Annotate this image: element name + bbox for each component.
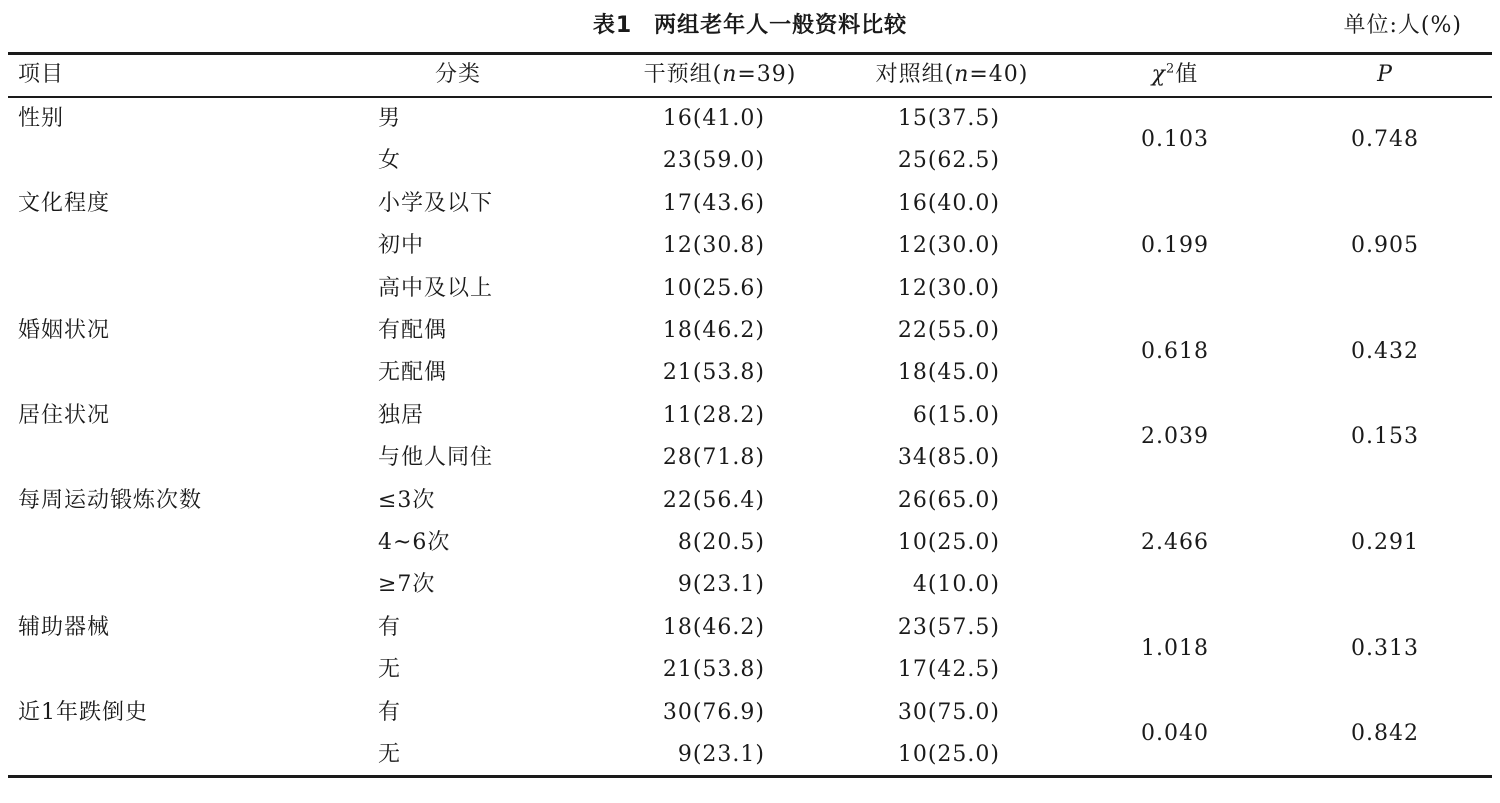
header-intervention-n: n — [722, 62, 738, 87]
group-item-label: 文化程度 — [18, 190, 111, 216]
group-item-label: 辅助器械 — [18, 614, 111, 640]
row-intervention-value: 8(20.5) — [677, 530, 765, 555]
group-chi-square-value: 2.466 — [1141, 530, 1209, 555]
row-category: 无 — [378, 657, 402, 683]
row-control-value: 15(37.5) — [897, 106, 1000, 131]
group-p-value: 0.153 — [1351, 424, 1419, 449]
top-rule — [8, 52, 1492, 55]
row-intervention-value: 16(41.0) — [662, 106, 765, 131]
row-category: 男 — [378, 106, 402, 131]
row-control-value: 22(55.0) — [897, 318, 1000, 343]
row-intervention-value: 23(59.0) — [662, 148, 765, 174]
row-control-value: 26(65.0) — [897, 487, 1000, 513]
header-intervention — [620, 60, 820, 90]
row-category: ≥7次 — [378, 572, 436, 598]
row-control-value: 34(85.0) — [897, 445, 1000, 471]
row-control-value: 30(75.0) — [897, 699, 1000, 725]
row-intervention-value: 11(28.2) — [662, 402, 765, 428]
row-intervention-value: 9(23.1) — [677, 742, 765, 767]
header-chi-suffix: 值 — [1175, 62, 1199, 87]
row-intervention-value: 30(76.9) — [662, 699, 765, 725]
table-title: 两组老年人一般资料比较 — [654, 13, 908, 38]
row-intervention-value: 21(53.8) — [662, 657, 765, 683]
row-category: 初中 — [378, 233, 425, 259]
header-category: 分类 — [434, 62, 481, 87]
row-control-value: 6(15.0) — [912, 402, 1000, 428]
row-control-value: 18(45.0) — [897, 360, 1000, 386]
group-p-value: 0.291 — [1351, 530, 1419, 555]
row-intervention-value: 18(46.2) — [662, 318, 765, 343]
row-category: 无 — [378, 742, 402, 767]
group-chi-square-value: 0.199 — [1141, 233, 1209, 259]
group-item-label: 每周运动锻炼次数 — [18, 487, 203, 513]
group-item-label: 婚姻状况 — [18, 318, 111, 343]
group-item-label: 近1年跌倒史 — [18, 699, 148, 725]
row-control-value: 10(25.0) — [897, 742, 1000, 767]
table-unit: 单位:人(%) — [1343, 13, 1462, 38]
group-p-value: 0.842 — [1351, 720, 1419, 746]
row-intervention-value: 22(56.4) — [662, 487, 765, 513]
bottom-rule — [8, 775, 1492, 778]
header-item: 项目 — [18, 62, 65, 87]
group-item-label: 性别 — [18, 106, 65, 131]
header-control-suffix: =40) — [969, 62, 1029, 87]
row-intervention-value: 9(23.1) — [677, 572, 765, 598]
row-category: 4~6次 — [378, 530, 451, 555]
header-chi-sup: 2 — [1166, 61, 1176, 77]
row-control-value: 23(57.5) — [897, 614, 1000, 640]
group-chi-square-value: 0.103 — [1141, 127, 1209, 153]
group-chi-square-value: 0.618 — [1141, 339, 1209, 365]
row-control-value: 16(40.0) — [897, 190, 1000, 216]
row-category: 独居 — [378, 402, 425, 428]
row-category: 有 — [378, 699, 402, 725]
row-intervention-value: 18(46.2) — [662, 614, 765, 640]
row-category: 小学及以下 — [378, 190, 494, 216]
row-control-value: 17(42.5) — [897, 657, 1000, 683]
group-p-value: 0.748 — [1351, 127, 1419, 153]
table-caption — [0, 8, 1500, 44]
group-item-label: 居住状况 — [18, 402, 111, 428]
row-category: 有 — [378, 614, 402, 640]
group-p-value: 0.432 — [1351, 339, 1419, 365]
row-control-value: 12(30.0) — [897, 233, 1000, 259]
row-control-value: 25(62.5) — [897, 148, 1000, 174]
row-category: 与他人同住 — [378, 445, 494, 471]
row-category: 女 — [378, 148, 402, 174]
header-control — [852, 60, 1052, 90]
group-chi-square-value: 0.040 — [1141, 720, 1209, 746]
header-intervention-suffix: =39) — [737, 62, 797, 87]
table-caption-row — [0, 8, 1500, 44]
row-control-value: 10(25.0) — [897, 530, 1000, 555]
row-intervention-value: 21(53.8) — [662, 360, 765, 386]
row-category: 有配偶 — [378, 318, 448, 343]
row-category: 无配偶 — [378, 360, 448, 386]
header-rule — [8, 96, 1492, 98]
header-control-n: n — [954, 62, 970, 87]
header-intervention-prefix: 干预组( — [643, 62, 723, 87]
group-chi-square-value: 2.039 — [1141, 424, 1209, 449]
row-control-value: 4(10.0) — [912, 572, 1000, 598]
header-p: P — [1377, 62, 1393, 87]
group-chi-square-value: 1.018 — [1141, 636, 1209, 661]
header-chi-symbol: χ — [1151, 62, 1167, 87]
row-category: ≤3次 — [378, 487, 436, 513]
row-intervention-value: 17(43.6) — [662, 190, 765, 216]
group-p-value: 0.313 — [1351, 636, 1419, 661]
row-intervention-value: 10(25.6) — [662, 275, 765, 301]
row-control-value: 12(30.0) — [897, 275, 1000, 301]
group-p-value: 0.905 — [1351, 233, 1419, 259]
table-number: 表1 — [592, 13, 633, 38]
header-control-prefix: 对照组( — [875, 62, 955, 87]
row-intervention-value: 12(30.8) — [662, 233, 765, 259]
row-category: 高中及以上 — [378, 275, 494, 301]
header-chi-square — [1075, 60, 1275, 90]
row-intervention-value: 28(71.8) — [662, 445, 765, 471]
